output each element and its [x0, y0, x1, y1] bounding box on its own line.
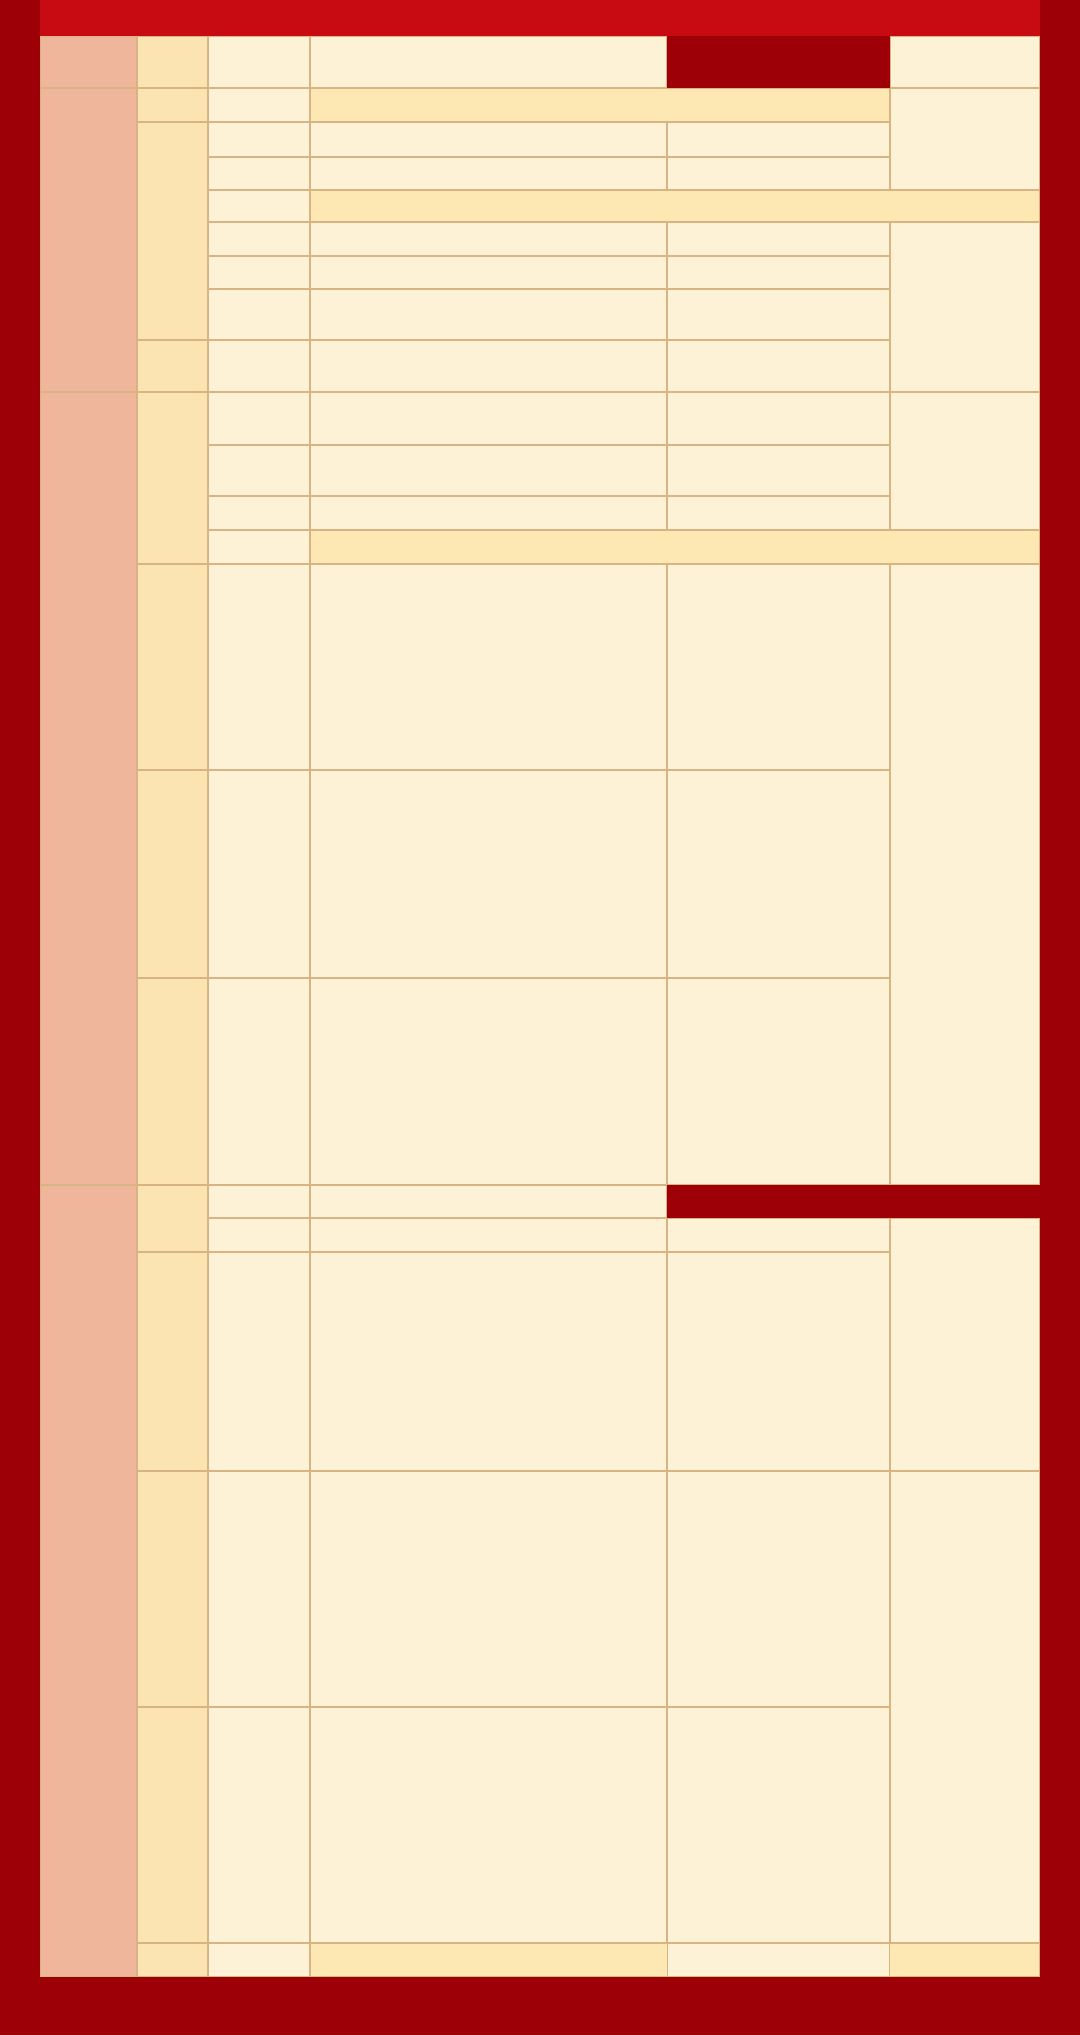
topic-cell — [310, 392, 667, 445]
topic-cell — [310, 564, 667, 770]
topic-cell — [310, 1707, 667, 1943]
topic-cell — [310, 222, 667, 256]
segment-cell — [137, 340, 208, 392]
time-cell — [208, 289, 310, 340]
panel-cell — [667, 770, 890, 978]
host-cell — [890, 222, 1040, 392]
time-cell — [208, 122, 310, 157]
segment-cell — [137, 1707, 208, 1943]
time-cell — [208, 340, 310, 392]
segment-cell — [137, 36, 208, 88]
day-cell — [40, 36, 137, 88]
time-cell — [208, 88, 310, 122]
speaker-cell — [667, 392, 890, 445]
panel-cell — [667, 564, 890, 770]
panel-cell — [667, 1943, 890, 1977]
time-cell — [208, 1471, 310, 1707]
topic-cell — [310, 1252, 667, 1471]
time-cell — [208, 770, 310, 978]
time-cell — [208, 256, 310, 289]
speaker-cell — [667, 1252, 890, 1471]
time-cell — [208, 157, 310, 190]
speaker-cell — [667, 222, 890, 256]
segment-cell — [137, 392, 208, 564]
host-cell — [890, 1218, 1040, 1471]
speaker-cell — [667, 340, 890, 392]
panel-cell — [667, 1707, 890, 1943]
time-cell — [208, 978, 310, 1185]
panel-cell — [667, 978, 890, 1185]
topic-cell — [310, 496, 667, 530]
topic-cell — [310, 340, 667, 392]
break-row — [310, 530, 1040, 564]
header-cell — [208, 0, 310, 36]
header-cell — [667, 0, 890, 36]
topic-cell — [310, 256, 667, 289]
panel-cell — [667, 1471, 890, 1707]
topic-cell — [310, 770, 667, 978]
time-cell — [208, 1252, 310, 1471]
time-cell — [208, 190, 310, 222]
break-row — [310, 88, 890, 122]
speaker-cell — [667, 445, 890, 496]
topic-cell — [310, 122, 667, 157]
segment-cell — [137, 122, 208, 340]
time-cell — [208, 1218, 310, 1252]
segment-cell — [137, 1943, 208, 1977]
segment-cell — [137, 1185, 208, 1252]
segment-cell — [137, 978, 208, 1185]
break-row — [310, 190, 1040, 222]
segment-cell — [137, 1471, 208, 1707]
segment-cell — [137, 1252, 208, 1471]
schedule-table — [40, 0, 1040, 1977]
day-cell — [40, 88, 137, 392]
speaker-cell — [667, 1218, 890, 1252]
host-cell — [890, 564, 1040, 1185]
speaker-cell — [667, 496, 890, 530]
topic-cell — [310, 1218, 667, 1252]
host-cell — [890, 36, 1040, 88]
segment-cell — [137, 88, 208, 122]
topic-cell — [310, 36, 667, 88]
time-cell — [208, 564, 310, 770]
time-cell — [208, 530, 310, 564]
header-cell — [310, 0, 667, 36]
topic-cell — [310, 1471, 667, 1707]
segment-cell — [137, 564, 208, 770]
topic-cell — [310, 1185, 667, 1218]
speaker-cell — [667, 157, 890, 190]
day-cell — [40, 1185, 137, 1977]
time-cell — [208, 445, 310, 496]
time-cell — [208, 36, 310, 88]
speaker-cell — [667, 289, 890, 340]
speaker-cell — [667, 256, 890, 289]
topic-cell — [310, 289, 667, 340]
time-cell — [208, 496, 310, 530]
host-cell — [890, 88, 1040, 190]
time-cell — [208, 392, 310, 445]
segment-cell — [137, 770, 208, 978]
topic-cell — [310, 157, 667, 190]
topic-cell — [310, 978, 667, 1185]
day-cell — [40, 392, 137, 1185]
time-cell — [208, 1943, 310, 1977]
header-cell — [890, 0, 1040, 36]
time-cell — [208, 1707, 310, 1943]
topic-cell — [310, 445, 667, 496]
header-cell — [40, 0, 137, 36]
time-cell — [208, 1185, 310, 1218]
host-empty-cell — [890, 1471, 1040, 1943]
speaker-cell — [667, 122, 890, 157]
host-cell — [890, 392, 1040, 530]
header-cell — [137, 0, 208, 36]
time-cell — [208, 222, 310, 256]
